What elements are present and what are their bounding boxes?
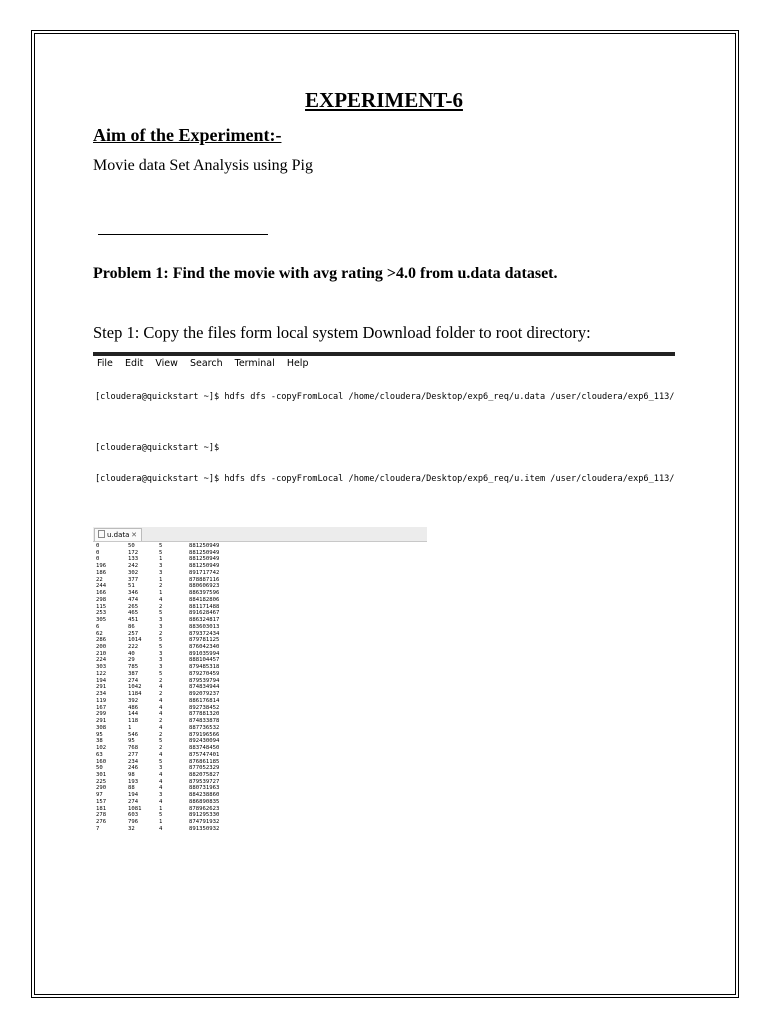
table-row <box>95 705 427 712</box>
table-cell: 387 <box>128 670 139 677</box>
table-cell: 210 <box>96 650 107 657</box>
table-row <box>95 671 427 678</box>
table-row <box>95 597 427 604</box>
table-cell: 115 <box>96 603 107 610</box>
table-cell: 2 <box>159 718 163 725</box>
table-cell: 3 <box>159 617 163 624</box>
table-cell: 196 <box>96 563 107 570</box>
table-row <box>95 772 427 779</box>
editor-tab-strip <box>93 527 427 542</box>
blank-line-rule <box>98 234 268 235</box>
problem-statement: Problem 1: Find the movie with avg rating >4.0 from u.data dataset. <box>93 265 558 282</box>
table-cell: 22 <box>96 576 103 583</box>
table-cell: 886324817 <box>189 617 220 624</box>
table-row <box>95 583 427 590</box>
table-cell: 5 <box>159 610 163 617</box>
table-row <box>95 698 427 705</box>
table-cell: 181 <box>96 805 107 812</box>
table-cell: 2 <box>159 677 163 684</box>
aim-text: Movie data Set Analysis using Pig <box>93 157 313 174</box>
table-row <box>95 765 427 772</box>
table-row <box>95 678 427 685</box>
table-cell: 97 <box>96 792 103 799</box>
table-cell: 274 <box>128 798 139 805</box>
table-cell: 86 <box>128 623 135 630</box>
table-row <box>95 624 427 631</box>
editor-content[interactable] <box>93 542 427 833</box>
table-row <box>95 637 427 644</box>
table-cell: 2 <box>159 630 163 637</box>
table-cell: 1 <box>159 819 163 826</box>
aim-heading: Aim of the Experiment:- <box>93 125 282 145</box>
table-cell: 5 <box>159 738 163 745</box>
table-cell: 881250949 <box>189 549 220 556</box>
menu-edit[interactable]: Edit <box>124 358 144 369</box>
table-row <box>95 785 427 792</box>
document-icon <box>98 530 105 538</box>
terminal-line: [cloudera@quickstart ~]$ hdfs dfs -copyFromLocal /home/cloudera/Desktop/exp6_req/u.item /user/cloudera/exp6_113/ <box>95 473 675 484</box>
table-row <box>95 664 427 671</box>
table-cell: 102 <box>96 745 107 752</box>
table-cell: 257 <box>128 630 139 637</box>
page-title: EXPERIMENT-6 <box>305 88 463 112</box>
table-cell: 301 <box>96 771 107 778</box>
table-row <box>95 718 427 725</box>
table-cell: 298 <box>96 596 107 603</box>
table-cell: 5 <box>159 644 163 651</box>
table-cell: 881250949 <box>189 563 220 570</box>
table-cell: 879539794 <box>189 677 220 684</box>
table-cell: 486 <box>128 704 139 711</box>
table-cell: 290 <box>96 785 107 792</box>
table-cell: 222 <box>128 644 139 651</box>
table-cell: 144 <box>128 711 139 718</box>
table-cell: 276 <box>96 819 107 826</box>
table-cell: 133 <box>128 556 139 563</box>
table-cell: 3 <box>159 623 163 630</box>
table-cell: 98 <box>128 771 135 778</box>
table-cell: 286 <box>96 637 107 644</box>
table-row <box>95 563 427 570</box>
table-cell: 4 <box>159 684 163 691</box>
table-cell: 880731963 <box>189 785 220 792</box>
table-cell: 118 <box>128 718 139 725</box>
table-cell: 879485318 <box>189 664 220 671</box>
table-cell: 308 <box>96 724 107 731</box>
table-row <box>95 684 427 691</box>
table-cell: 95 <box>96 731 103 738</box>
table-row <box>95 691 427 698</box>
table-row <box>95 651 427 658</box>
table-cell: 874834944 <box>189 684 220 691</box>
table-cell: 876861185 <box>189 758 220 765</box>
table-cell: 5 <box>159 549 163 556</box>
table-cell: 887736532 <box>189 724 220 731</box>
table-cell: 4 <box>159 711 163 718</box>
table-cell: 224 <box>96 657 107 664</box>
table-cell: 38 <box>96 738 103 745</box>
table-cell: 884182806 <box>189 596 220 603</box>
tab-u-data[interactable] <box>94 528 142 541</box>
editor-screenshot <box>93 527 427 877</box>
table-cell: 5 <box>159 758 163 765</box>
table-cell: 0 <box>96 549 100 556</box>
table-cell: 7 <box>96 825 100 832</box>
table-cell: 299 <box>96 711 107 718</box>
table-cell: 891035994 <box>189 650 220 657</box>
table-cell: 891628467 <box>189 610 220 617</box>
menu-file[interactable]: File <box>97 358 113 369</box>
table-cell: 875747401 <box>189 751 220 758</box>
table-cell: 4 <box>159 724 163 731</box>
table-cell: 1184 <box>128 691 142 698</box>
table-cell: 32 <box>128 825 135 832</box>
table-cell: 1 <box>159 576 163 583</box>
table-cell: 451 <box>128 617 139 624</box>
table-cell: 891295330 <box>189 812 220 819</box>
table-cell: 892738452 <box>189 704 220 711</box>
table-cell: 1 <box>159 805 163 812</box>
table-row <box>95 570 427 577</box>
table-cell: 2 <box>159 745 163 752</box>
table-cell: 157 <box>96 798 107 805</box>
table-cell: 278 <box>96 812 107 819</box>
menu-view[interactable]: View <box>155 358 178 369</box>
table-cell: 0 <box>96 543 100 549</box>
table-cell: 1 <box>159 590 163 597</box>
table-cell: 2 <box>159 691 163 698</box>
table-cell: 879270459 <box>189 670 220 677</box>
table-cell: 167 <box>96 704 107 711</box>
table-cell: 4 <box>159 785 163 792</box>
table-cell: 4 <box>159 778 163 785</box>
table-cell: 886176814 <box>189 697 220 704</box>
table-cell: 244 <box>96 583 107 590</box>
table-cell: 265 <box>128 603 139 610</box>
table-cell: 4 <box>159 751 163 758</box>
table-cell: 1014 <box>128 637 142 644</box>
table-cell: 5 <box>159 543 163 549</box>
table-row <box>95 819 427 826</box>
table-row <box>95 610 427 617</box>
table-row <box>95 617 427 624</box>
table-cell: 253 <box>96 610 107 617</box>
table-cell: 2 <box>159 603 163 610</box>
table-cell: 303 <box>96 664 107 671</box>
table-cell: 1081 <box>128 805 142 812</box>
table-cell: 62 <box>96 630 103 637</box>
table-cell: 305 <box>96 617 107 624</box>
table-cell: 225 <box>96 778 107 785</box>
table-cell: 879539727 <box>189 778 220 785</box>
table-cell: 50 <box>128 543 135 549</box>
table-cell: 95 <box>128 738 135 745</box>
menu-terminal[interactable]: Terminal <box>234 358 275 369</box>
table-row <box>95 604 427 611</box>
table-cell: 892079237 <box>189 691 220 698</box>
terminal-line: [cloudera@quickstart ~]$ <box>95 443 220 454</box>
table-cell: 1042 <box>128 684 142 691</box>
table-row <box>95 590 427 597</box>
table-cell: 29 <box>128 657 135 664</box>
table-cell: 878962623 <box>189 805 220 812</box>
table-cell: 883603013 <box>189 623 220 630</box>
table-cell: 3 <box>159 563 163 570</box>
table-cell: 4 <box>159 596 163 603</box>
table-cell: 193 <box>128 778 139 785</box>
table-cell: 3 <box>159 569 163 576</box>
table-cell: 50 <box>96 765 103 772</box>
table-cell: 3 <box>159 650 163 657</box>
table-cell: 3 <box>159 792 163 799</box>
table-cell: 0 <box>96 556 100 563</box>
table-cell: 879781125 <box>189 637 220 644</box>
table-cell: 883748450 <box>189 745 220 752</box>
table-row <box>95 631 427 638</box>
table-cell: 160 <box>96 758 107 765</box>
table-cell: 4 <box>159 771 163 778</box>
table-cell: 874833878 <box>189 718 220 725</box>
table-cell: 2 <box>159 731 163 738</box>
table-row <box>95 779 427 786</box>
menu-help[interactable]: Help <box>286 358 309 369</box>
table-cell: 474 <box>128 596 139 603</box>
table-row <box>95 543 427 550</box>
table-cell: 234 <box>96 691 107 698</box>
table-cell: 892430094 <box>189 738 220 745</box>
table-cell: 5 <box>159 812 163 819</box>
table-row <box>95 799 427 806</box>
table-cell: 5 <box>159 670 163 677</box>
table-row <box>95 812 427 819</box>
table-cell: 878887116 <box>189 576 220 583</box>
table-cell: 392 <box>128 697 139 704</box>
table-cell: 6 <box>96 623 100 630</box>
table-cell: 886890835 <box>189 798 220 805</box>
table-row <box>95 657 427 664</box>
table-row <box>95 556 427 563</box>
table-cell: 874791932 <box>189 819 220 826</box>
table-cell: 63 <box>96 751 103 758</box>
table-cell: 879196566 <box>189 731 220 738</box>
table-row <box>95 644 427 651</box>
step-1-text: Step 1: Copy the files form local system Download folder to root directory: <box>93 323 591 342</box>
table-row <box>95 711 427 718</box>
terminal-screenshot <box>93 352 675 514</box>
table-row <box>95 759 427 766</box>
table-cell: 4 <box>159 697 163 704</box>
table-cell: 891717742 <box>189 569 220 576</box>
table-row <box>95 725 427 732</box>
table-row <box>95 745 427 752</box>
table-cell: 274 <box>128 677 139 684</box>
table-cell: 603 <box>128 812 139 819</box>
menu-search[interactable]: Search <box>189 358 223 369</box>
table-cell: 4 <box>159 704 163 711</box>
table-row <box>95 826 427 833</box>
table-cell: 277 <box>128 751 139 758</box>
table-cell: 172 <box>128 549 139 556</box>
table-cell: 879372434 <box>189 630 220 637</box>
table-cell: 4 <box>159 825 163 832</box>
table-cell: 768 <box>128 745 139 752</box>
table-row <box>95 792 427 799</box>
table-cell: 88 <box>128 785 135 792</box>
table-cell: 876042340 <box>189 644 220 651</box>
table-cell: 377 <box>128 576 139 583</box>
table-cell: 200 <box>96 644 107 651</box>
table-cell: 886397596 <box>189 590 220 597</box>
table-row <box>95 732 427 739</box>
table-cell: 186 <box>96 569 107 576</box>
table-cell: 880606923 <box>189 583 220 590</box>
table-cell: 1 <box>159 556 163 563</box>
table-cell: 5 <box>159 637 163 644</box>
table-cell: 302 <box>128 569 139 576</box>
table-cell: 122 <box>96 670 107 677</box>
table-cell: 891350932 <box>189 825 220 832</box>
table-row <box>95 577 427 584</box>
table-cell: 2 <box>159 583 163 590</box>
table-cell: 546 <box>128 731 139 738</box>
tab-label: u.data <box>107 531 130 539</box>
table-cell: 4 <box>159 798 163 805</box>
table-cell: 3 <box>159 657 163 664</box>
terminal-line: [cloudera@quickstart ~]$ hdfs dfs -copyFromLocal /home/cloudera/Desktop/exp6_req/u.data /user/cloudera/exp6_113/ <box>95 391 675 402</box>
table-cell: 877881320 <box>189 711 220 718</box>
table-cell: 346 <box>128 590 139 597</box>
table-cell: 166 <box>96 590 107 597</box>
table-cell: 785 <box>128 664 139 671</box>
table-row <box>95 550 427 557</box>
table-cell: 3 <box>159 664 163 671</box>
table-cell: 882075827 <box>189 771 220 778</box>
table-cell: 291 <box>96 718 107 725</box>
table-cell: 51 <box>128 583 135 590</box>
table-row <box>95 806 427 813</box>
table-cell: 877052329 <box>189 765 220 772</box>
table-cell: 884238860 <box>189 792 220 799</box>
table-cell: 194 <box>96 677 107 684</box>
table-cell: 291 <box>96 684 107 691</box>
table-row <box>95 752 427 759</box>
terminal-menubar <box>93 356 675 371</box>
table-cell: 465 <box>128 610 139 617</box>
table-row <box>95 738 427 745</box>
table-cell: 881250949 <box>189 556 220 563</box>
table-cell: 242 <box>128 563 139 570</box>
table-cell: 40 <box>128 650 135 657</box>
table-cell: 3 <box>159 765 163 772</box>
terminal-output <box>93 371 675 514</box>
table-cell: 881171488 <box>189 603 220 610</box>
table-cell: 796 <box>128 819 139 826</box>
table-cell: 888104457 <box>189 657 220 664</box>
table-cell: 119 <box>96 697 107 704</box>
table-cell: 881250949 <box>189 543 220 549</box>
table-cell: 246 <box>128 765 139 772</box>
table-cell: 1 <box>128 724 132 731</box>
table-cell: 194 <box>128 792 139 799</box>
close-icon[interactable]: ✕ <box>131 531 137 539</box>
table-cell: 234 <box>128 758 139 765</box>
